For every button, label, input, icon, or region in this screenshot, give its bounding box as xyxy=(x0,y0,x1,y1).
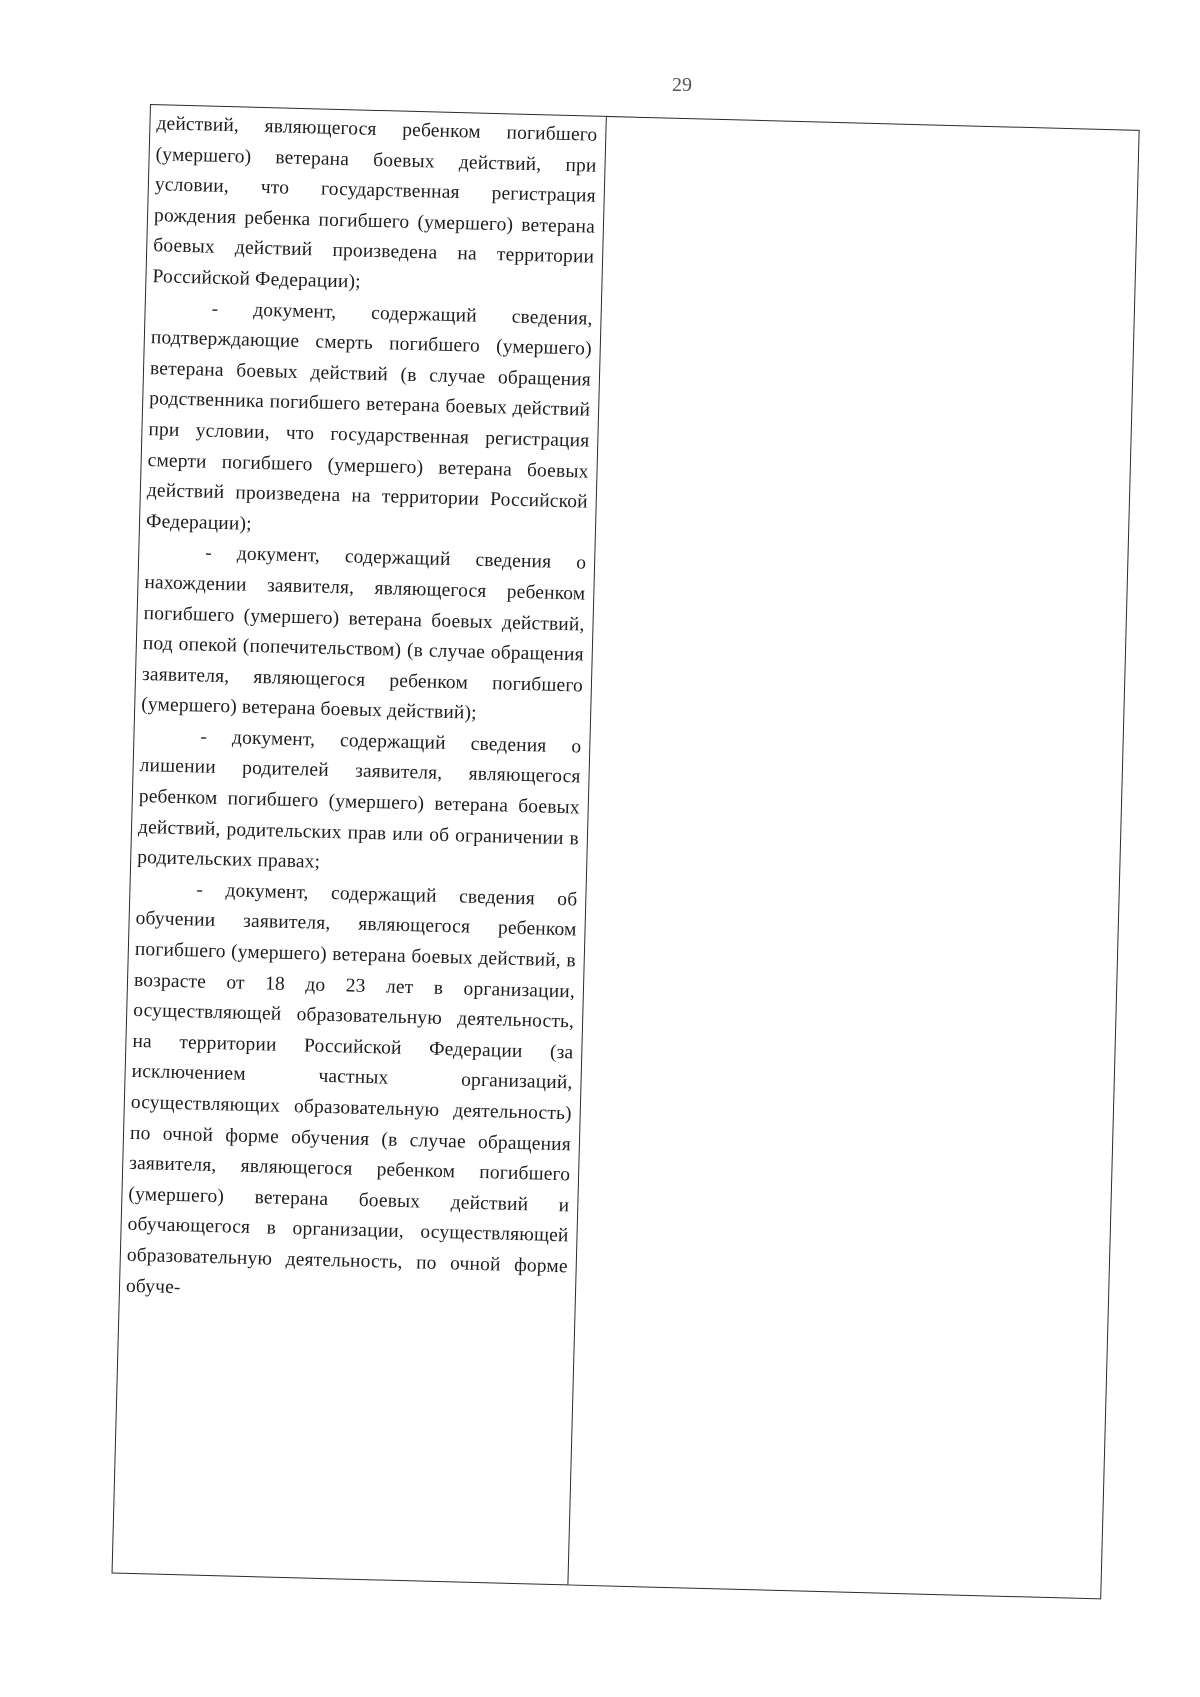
paragraph-5: - документ, содержащий сведения об обучении заявителя, являющегося ребенком погибшего (умершего) ветерана боевых действий, в возрасте от 18 до 23 лет в организации, осуществляющей образовательную деятельность, на территории Российской Федерации (за исключением частных организаций, осуществляющих образовательную деятельность) по очной форме обучения (в случае обращения заявителя, являющегося ребенком погибшего (умершего) ветерана боевых действий и обучающегося в организации, осуществляющей образовательную деятельность, по очной форме обуче- xyxy=(125,879,578,1298)
paragraph-2: - документ, содержащий сведения, подтверждающие смерть погибшего (умершего) ветерана боевых действий (в случае обращения родственника погибшего ветерана боевых действий при условии, что государственная регистрация смерти погибшего (умершего) ветерана боевых действий произведена на территории Российской Федерации); xyxy=(145,298,593,535)
table-cell-left xyxy=(112,104,606,1585)
paragraph-4: - документ, содержащий сведения о лишении родителей заявителя, являющегося ребенком погибшего (умершего) ветерана боевых действий, родительских прав или об ограничении в родительских правах; xyxy=(136,726,582,873)
table-cell-right xyxy=(567,116,1139,1599)
document-table xyxy=(112,104,1140,1599)
page-number: 29 xyxy=(672,74,692,96)
paragraph-3: - документ, содержащий сведения о нахождении заявителя, являющегося ребенком погибшего (умершего) ветерана боевых действий, под опекой (попечительством) (в случае обращения заявителя, являющегося ребенком погибшего (умершего) ветерана боевых действий); xyxy=(140,542,587,725)
paragraph-1: действий, являющегося ребенком погибшего (умершего) ветерана боевых действий, при условии, что государственная регистрация рождения ребенка погибшего (умершего) ветерана боевых действий произведена на территории Российской Федерации); xyxy=(152,113,598,293)
